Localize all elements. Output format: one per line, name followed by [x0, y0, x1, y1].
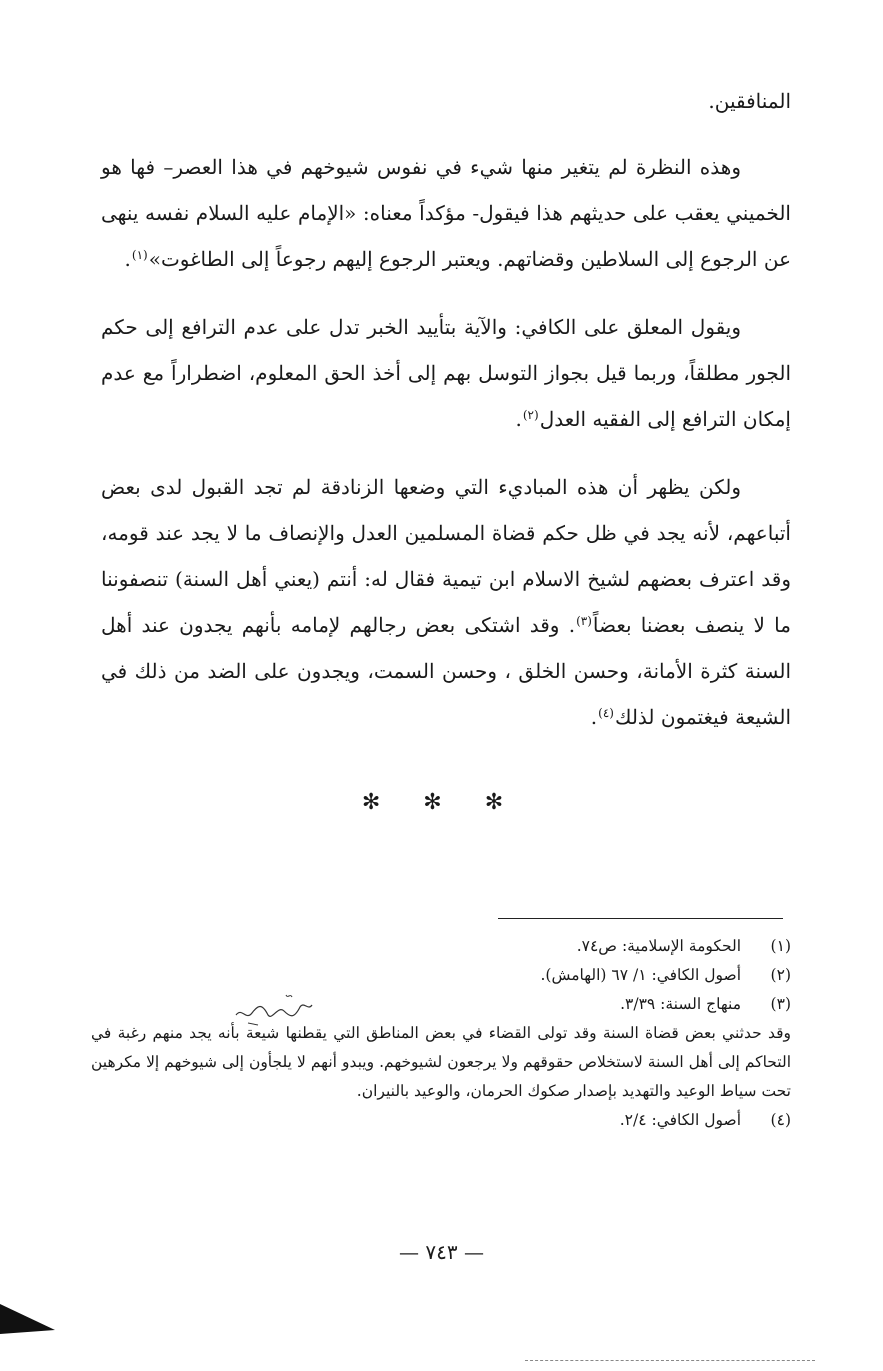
section-separator: ✻ ✻ ✻ — [361, 790, 522, 815]
body-text — [101, 78, 791, 740]
paragraph-3-end: . — [590, 705, 598, 729]
footnote-4-number: (٤) — [770, 1111, 791, 1129]
paragraph-3-text-b: . وقد اشتكى بعض رجالهم لإمامه بأنهم يجدون عند أهل السنة كثرة الأمانة، وحسن الخلق ، وحسن السمت، ويجدون على الضد من ذلك في الشيعة فيغتمون لذلك — [101, 613, 791, 729]
footnote-ref-2: (٢) — [522, 408, 539, 422]
footnote-ref-3: (٣) — [576, 614, 592, 628]
footnote-ref-1: (١) — [131, 248, 148, 262]
opening-line: المنافقين. — [708, 89, 791, 113]
footnote-3-text: منهاج السنة: ٣/٣٩. — [620, 995, 741, 1013]
footnote-1-text: الحكومة الإسلامية: ص٧٤. — [576, 937, 741, 955]
paragraph-1-text: وهذه النظرة لم يتغير منها شيء في نفوس شيوخهم في هذا العصر– فها هو الخميني يعقب على حديثهم هذا فيقول- مؤكداً معناه: «الإمام عليه السلام نفسه ينهى عن الرجوع إلى السلاطين وقضاتهم. ويعتبر الرجوع إليهم رجوعاً إلى الطاغوت» — [101, 155, 791, 271]
footnote-3-number: (٣) — [770, 995, 791, 1013]
footnote-3-note: وقد حدثني بعض قضاة السنة وقد تولى القضاء في بعض المناطق التي يقطنها شيعة بأنه يجد منهم رغبة في التحاكم إلى أهل السنة لاستخلاص حقوقهم ولا يرجعون لشيوخهم. ويبدو أنهم لا يلجأون إلى شيوخهم إلا مكرهين تحت سياط الوعيد والتهديد بإصدار صكوك الحرمان، والوعيد بالنيران. — [91, 1024, 791, 1100]
paragraph-1 — [101, 144, 791, 282]
footnote-2 — [91, 961, 791, 990]
paragraph-3 — [101, 464, 791, 740]
paragraph-1-end: . — [124, 247, 131, 271]
paragraph-3-text-a: ولكن يظهر أن هذه المباديء التي وضعها الزنادقة لم تجد القبول لدى بعض أتباعهم، لأنه يجد في ظل حكم قضاة المسلمين العدل والإنصاف ما لا يجد عند قومه، وقد اعترف بعضهم لشيخ الاسلام ابن تيمية فقال له: أنتم (يعني أهل السنة) تنصفوننا ما لا ينصف بعضنا بعضاً — [101, 475, 791, 637]
footnote-3 — [91, 990, 791, 1019]
page-number: — ٧٤٣ — — [399, 1240, 484, 1264]
bottom-dash-line — [525, 1360, 815, 1363]
footnote-4-text: أصول الكافي: ٢/٤. — [619, 1111, 741, 1129]
paragraph-2-end: . — [515, 407, 522, 431]
paragraph-2-text: ويقول المعلق على الكافي: والآية بتأييد الخبر تدل على عدم الترافع إلى حكم الجور مطلقاً، وربما قيل بجواز التوسل بهم إلى أخذ الحق المعلوم، اضطراراً مع عدم إمكان الترافع إلى الفقيه العدل — [101, 315, 791, 431]
footnote-ref-4: (٤) — [598, 706, 614, 720]
corner-triangle — [0, 1298, 55, 1334]
handwritten-annotation — [228, 985, 318, 1030]
paragraph-2 — [101, 304, 791, 442]
footnote-1 — [91, 932, 791, 961]
footnote-4 — [91, 1106, 791, 1135]
footnotes — [91, 932, 791, 1135]
footnote-2-number: (٢) — [770, 966, 791, 984]
footnote-1-number: (١) — [770, 937, 791, 955]
footnote-2-text: أصول الكافي: ١/ ٦٧ (الهامش). — [540, 966, 741, 984]
footnote-divider — [498, 918, 783, 919]
